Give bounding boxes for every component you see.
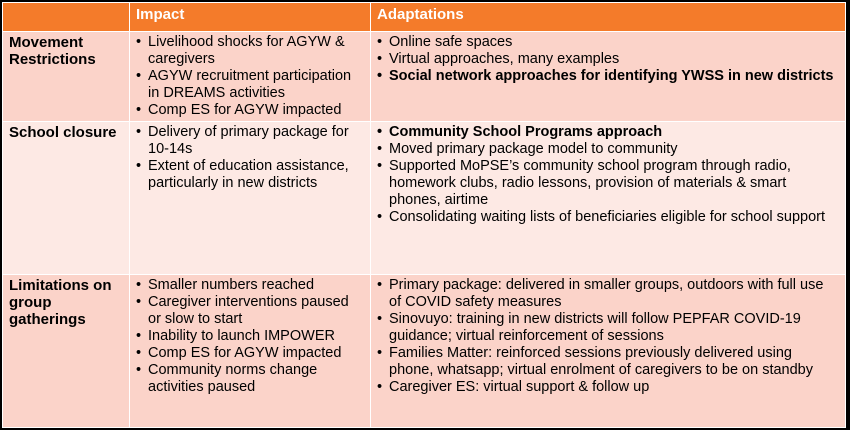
list-item: • Caregiver ES: virtual support & follow up <box>377 379 839 396</box>
list-item: • Moved primary package model to community <box>377 141 839 158</box>
impact-list <box>136 124 364 192</box>
list-item: • Consolidating waiting lists of beneficiaries eligible for school support <box>377 209 839 226</box>
list-item: • Caregiver interventions paused or slow to start <box>136 294 364 328</box>
list-item: • Community School Programs approach <box>377 124 839 141</box>
list-item: • Supported MoPSE’s community school program through radio, homework clubs, radio lessons, provision of materials & smart phones, airtime <box>377 158 839 209</box>
table-row-school-closure <box>3 122 846 275</box>
list-item: • Social network approaches for identifying YWSS in new districts <box>377 68 839 85</box>
impact-cell <box>130 275 371 428</box>
adaptations-list <box>377 277 839 396</box>
header-row <box>3 3 846 32</box>
row-label: School closure <box>3 122 130 275</box>
row-label: Movement Restrictions <box>3 32 130 122</box>
list-item: • Families Matter: reinforced sessions previously delivered using phone, whatsapp; virtual enrolment of caregivers to be on standby <box>377 345 839 379</box>
slide-frame <box>2 2 845 428</box>
adaptations-cell <box>371 32 846 122</box>
list-item: • Online safe spaces <box>377 34 839 51</box>
adaptations-cell <box>371 122 846 275</box>
impact-cell <box>130 122 371 275</box>
list-item: • Extent of education assistance, particularly in new districts <box>136 158 364 192</box>
list-item: • Primary package: delivered in smaller groups, outdoors with full use of COVID safety measures <box>377 277 839 311</box>
adaptations-cell <box>371 275 846 428</box>
table-row-movement-restrictions <box>3 32 846 122</box>
list-item: • Virtual approaches, many examples <box>377 51 839 68</box>
adaptations-list <box>377 34 839 85</box>
impact-list <box>136 34 364 119</box>
row-label: Limitations on group gatherings <box>3 275 130 428</box>
table-row-group-gatherings <box>3 275 846 428</box>
header-blank-cell <box>3 3 130 32</box>
list-item: • Delivery of primary package for 10-14s <box>136 124 364 158</box>
impact-list <box>136 277 364 396</box>
list-item: • Inability to launch IMPOWER <box>136 328 364 345</box>
header-adaptations: Adaptations <box>371 3 846 32</box>
list-item: • AGYW recruitment participation in DREAMS activities <box>136 68 364 102</box>
list-item: • Community norms change activities paused <box>136 362 364 396</box>
impact-cell <box>130 32 371 122</box>
adaptations-list <box>377 124 839 226</box>
list-item: • Sinovuyo: training in new districts will follow PEPFAR COVID-19 guidance; virtual reinforcement of sessions <box>377 311 839 345</box>
covid-impact-table <box>2 2 846 428</box>
list-item: • Smaller numbers reached <box>136 277 364 294</box>
list-item: • Livelihood shocks for AGYW & caregivers <box>136 34 364 68</box>
header-impact: Impact <box>130 3 371 32</box>
list-item: • Comp ES for AGYW impacted <box>136 102 364 119</box>
list-item: • Comp ES for AGYW impacted <box>136 345 364 362</box>
